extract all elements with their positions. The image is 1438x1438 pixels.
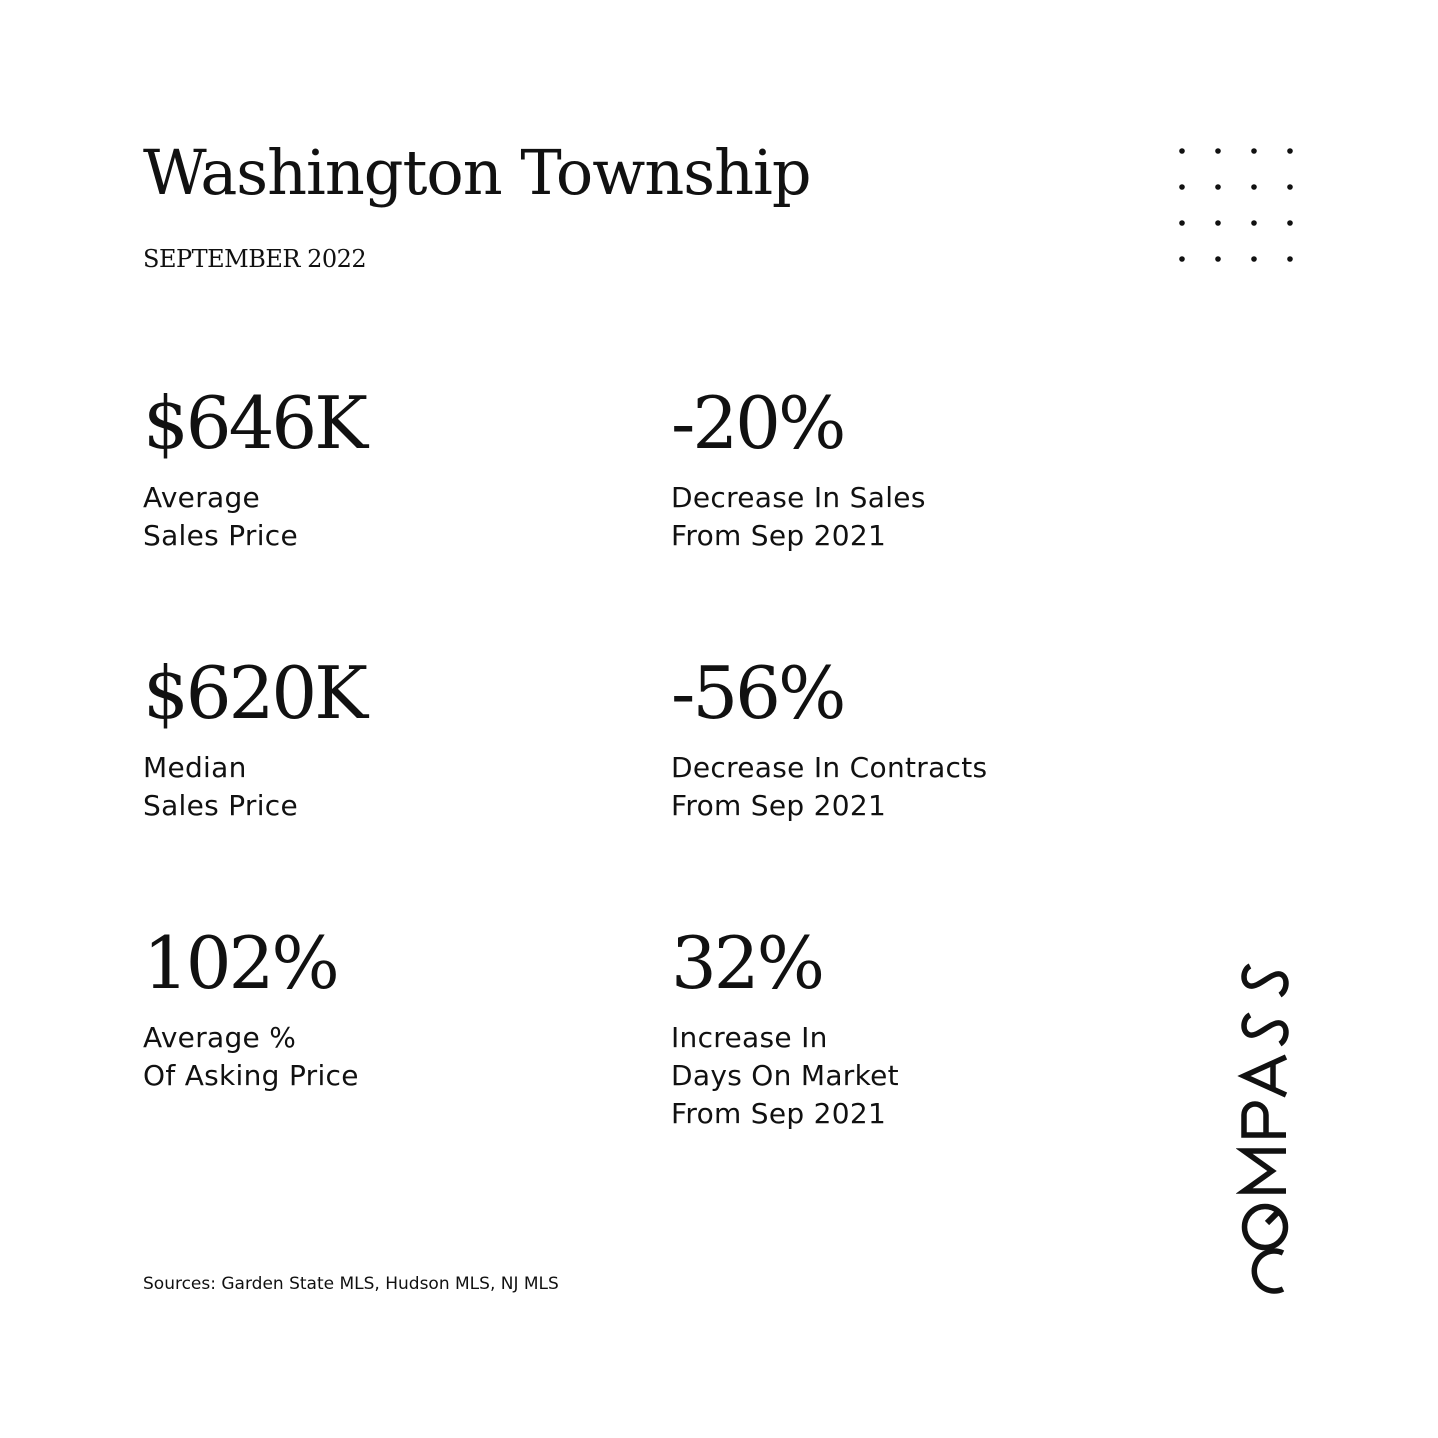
dot	[1215, 220, 1221, 226]
stat-label-line: Average %	[143, 1021, 297, 1054]
dot	[1215, 256, 1221, 262]
sources-note: Sources: Garden State MLS, Hudson MLS, NJ MLS	[143, 1274, 559, 1294]
dot	[1287, 148, 1293, 154]
stat-label-line: From Sep 2021	[671, 789, 887, 822]
dot-grid-decoration	[1172, 142, 1298, 268]
stat-value: -56%	[671, 651, 844, 735]
dot	[1287, 184, 1293, 190]
stat-value: 32%	[671, 921, 823, 1005]
stat-label-line: Sales Price	[143, 519, 299, 552]
stat-label	[143, 1019, 359, 1095]
stat-value: $620K	[143, 651, 366, 735]
dot	[1251, 148, 1257, 154]
stat-label	[671, 1019, 899, 1133]
stat-label-line: Of Asking Price	[143, 1059, 359, 1092]
stat-value: -20%	[671, 381, 844, 465]
stat-label	[671, 749, 987, 825]
stat-percent-of-asking	[143, 921, 359, 1095]
stat-label-line: Decrease In Contracts	[671, 751, 988, 784]
dot	[1179, 148, 1185, 154]
stat-median-sales-price	[143, 651, 366, 825]
stat-days-on-market-change	[671, 921, 899, 1133]
stat-label	[671, 479, 926, 555]
stat-value: $646K	[143, 381, 366, 465]
stat-value: 102%	[143, 921, 337, 1005]
stat-label-line: Decrease In Sales	[671, 481, 926, 514]
dot	[1179, 220, 1185, 226]
dot	[1215, 184, 1221, 190]
stat-label-line: From Sep 2021	[671, 519, 887, 552]
stat-label	[143, 749, 365, 825]
dot	[1287, 220, 1293, 226]
dot	[1251, 220, 1257, 226]
page-title: Washington Township	[143, 136, 811, 209]
dot	[1215, 148, 1221, 154]
dot	[1287, 256, 1293, 262]
stat-label-line: Days On Market	[671, 1059, 899, 1092]
stat-label-line: From Sep 2021	[671, 1097, 887, 1130]
dot	[1179, 184, 1185, 190]
stat-label-line: Sales Price	[143, 789, 299, 822]
compass-logo	[1236, 955, 1294, 1295]
report-date: SEPTEMBER 2022	[143, 245, 367, 273]
stat-contracts-change	[671, 651, 988, 825]
stat-label-line: Average	[143, 481, 261, 514]
stat-label-line: Increase In	[671, 1021, 828, 1054]
stat-sales-change	[671, 381, 926, 555]
stat-average-sales-price	[143, 381, 366, 555]
stat-label-line: Median	[143, 751, 247, 784]
dot	[1179, 256, 1185, 262]
stat-label	[143, 479, 365, 555]
dot	[1251, 184, 1257, 190]
dot	[1251, 256, 1257, 262]
